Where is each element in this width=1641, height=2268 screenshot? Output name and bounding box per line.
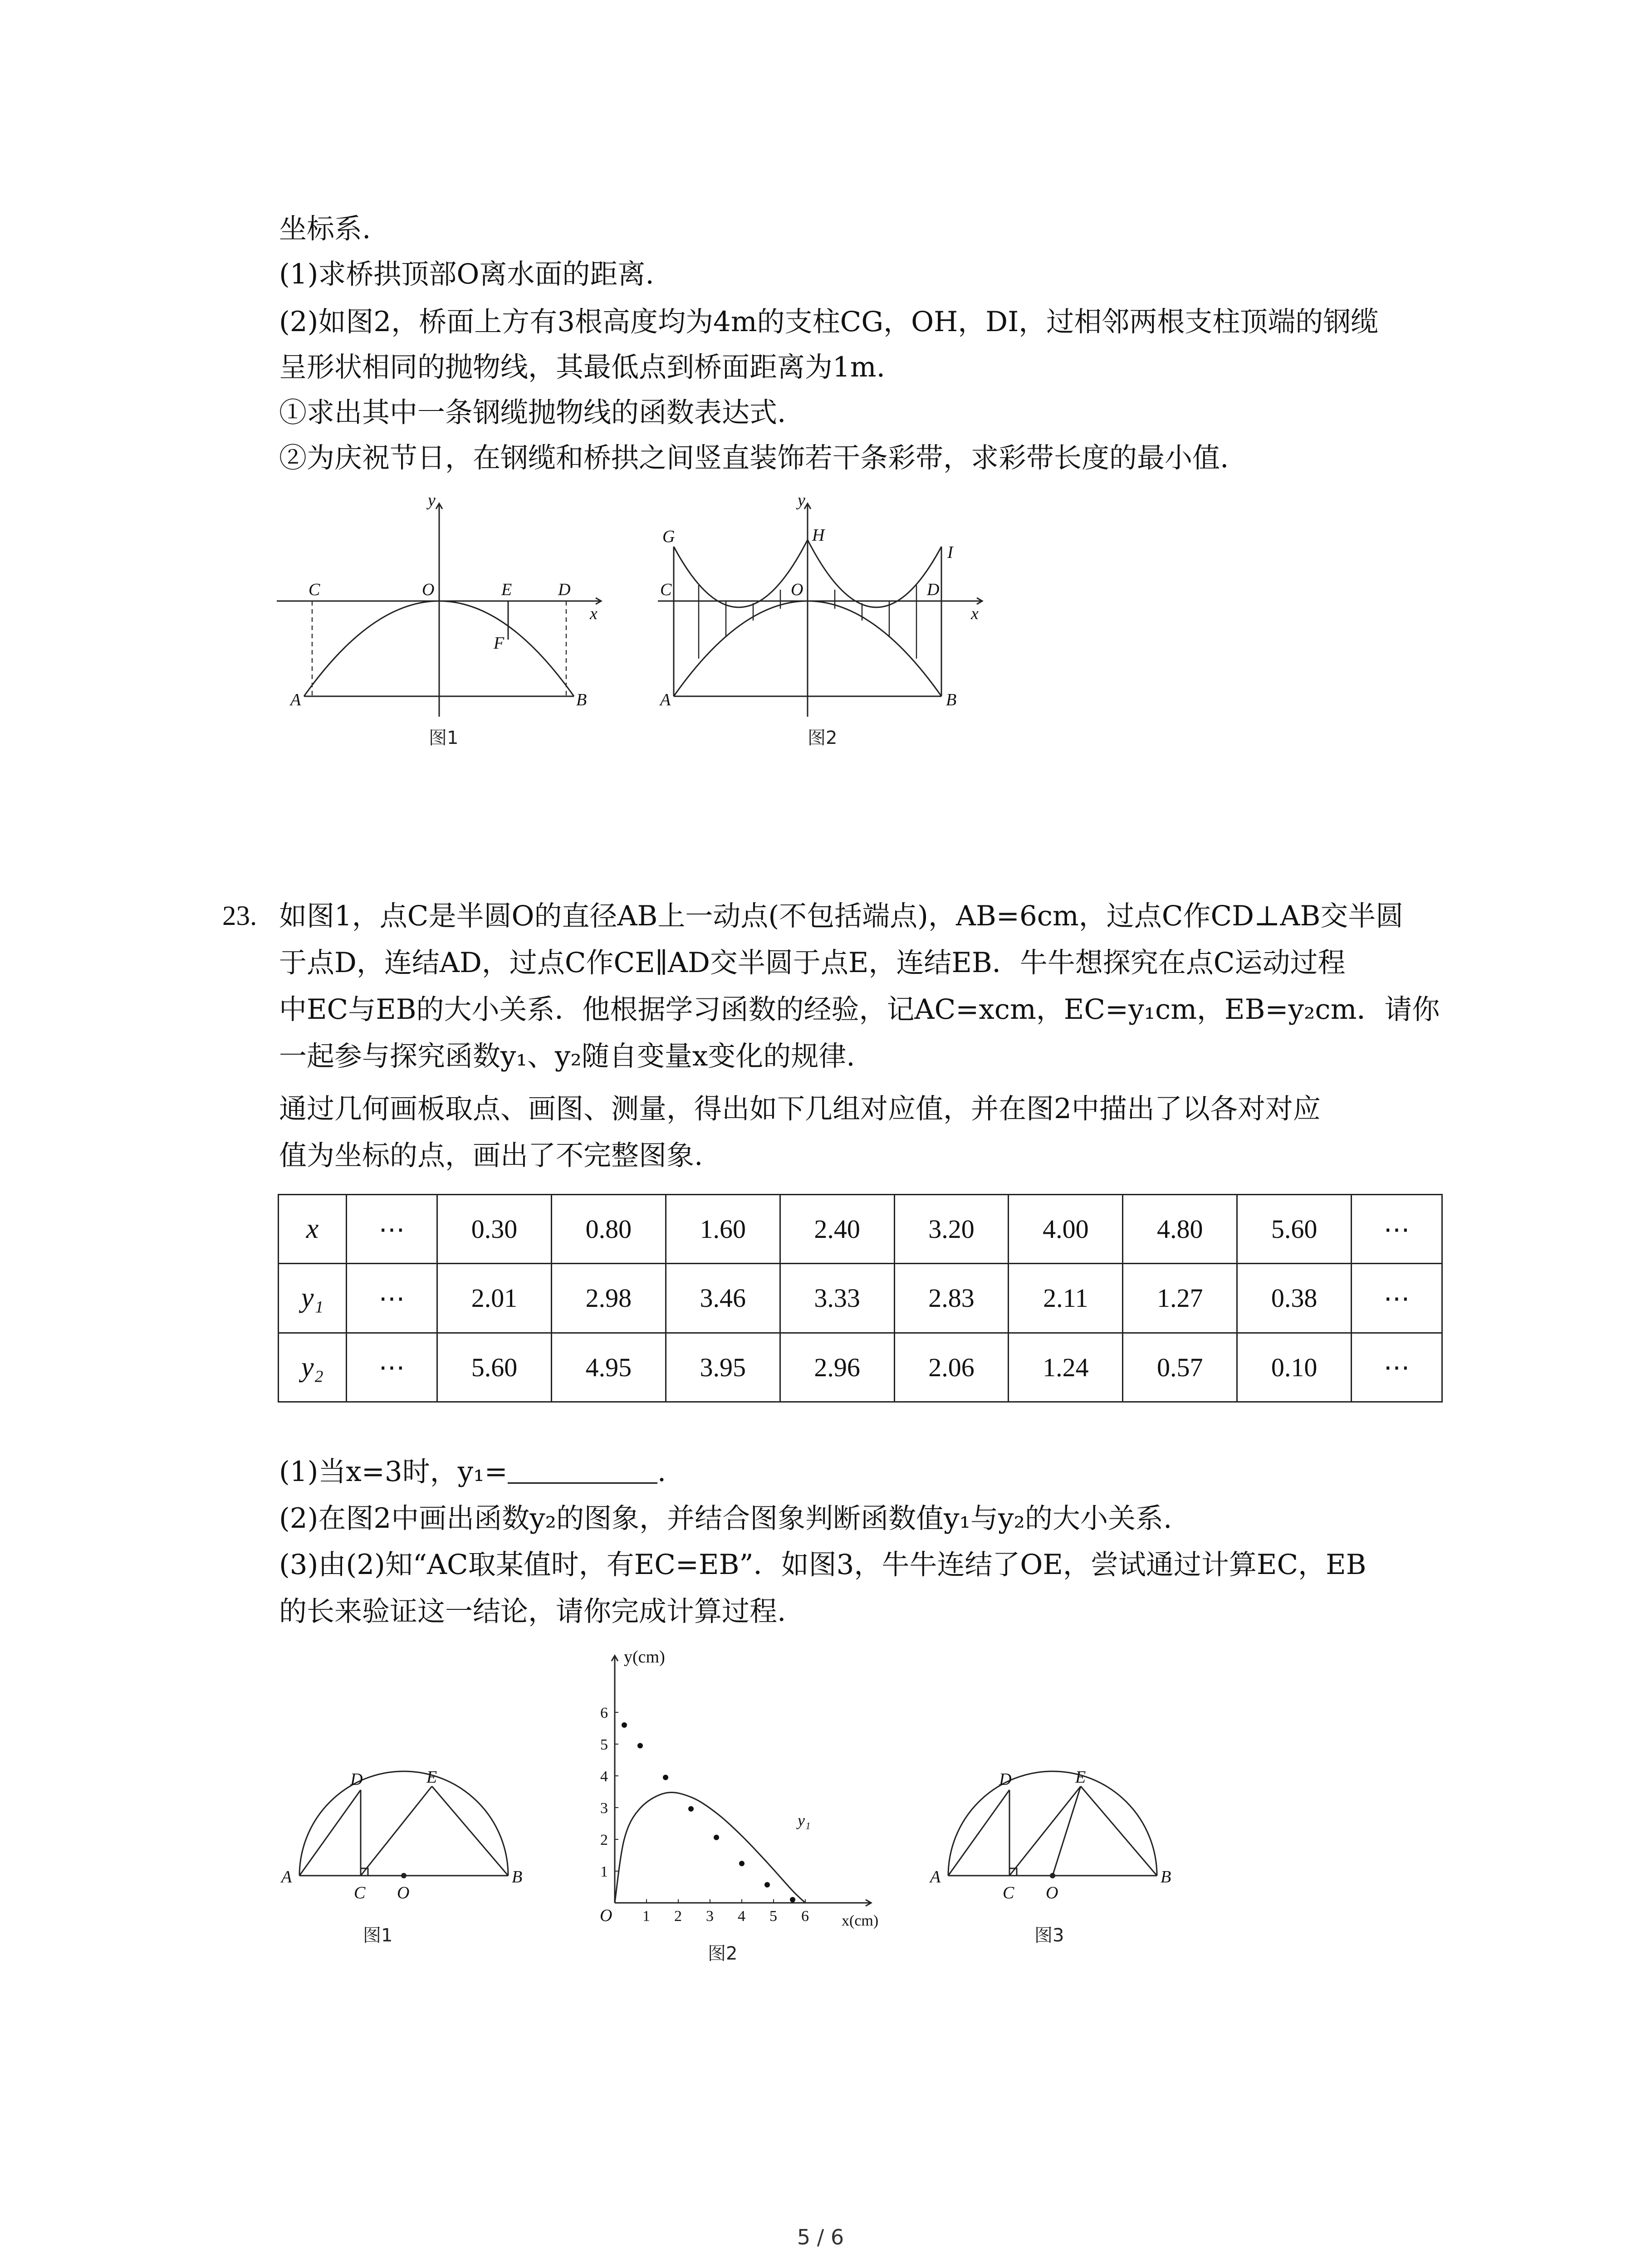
table-cell: y₂ xyxy=(279,1333,347,1402)
table-row-y2 xyxy=(279,1333,1442,1402)
q23-line-5: 通过几何画板取点、画图、测量，得出如下几组对应值，并在图2中描出了以各对对应 xyxy=(279,1093,1321,1125)
table-cell: 4.95 xyxy=(551,1333,666,1402)
table-cell: 0.57 xyxy=(1123,1333,1237,1402)
table-cell: y₁ xyxy=(279,1264,347,1333)
y1-curve xyxy=(615,1792,805,1903)
svg-text:O: O xyxy=(422,580,435,599)
table-cell: 2.96 xyxy=(780,1333,894,1402)
q23-line-2: 于点D，连结AD，过点C作CE∥AD交半圆于点E，连结EB．牛牛想探究在点C运动过程 xyxy=(279,947,1346,979)
table-cell: 0.38 xyxy=(1237,1264,1352,1333)
svg-text:E: E xyxy=(501,580,512,599)
table-cell: 0.30 xyxy=(437,1195,552,1264)
q22-line-3: 呈形状相同的抛物线，其最低点到桥面距离为1m. xyxy=(279,351,886,383)
graph-ticks xyxy=(600,1705,809,1925)
q23-sub-2: (2)在图2中画出函数y₂的图象，并结合图象判断函数值y₁与y₂的大小关系. xyxy=(279,1502,1172,1535)
q23-line-3: 中EC与EB的大小关系．他根据学习函数的经验，记AC=xcm，EC=y₁cm，EB=y₂cm．请你 xyxy=(279,993,1440,1026)
table-cell: 3.46 xyxy=(666,1264,780,1333)
table-cell: ⋯ xyxy=(347,1264,437,1333)
table-cell: 3.20 xyxy=(894,1195,1009,1264)
svg-text:A: A xyxy=(930,1867,941,1887)
y-tick-label: 1 xyxy=(600,1863,608,1880)
x-tick-label: 4 xyxy=(738,1908,745,1925)
y2-points xyxy=(622,1722,795,1902)
y2-data-point xyxy=(622,1722,627,1728)
table-row-y1 xyxy=(279,1264,1442,1333)
q22-line-0: 坐标系. xyxy=(279,213,371,245)
svg-text:B: B xyxy=(576,690,587,709)
svg-text:E: E xyxy=(1075,1768,1086,1787)
table-cell: 2.11 xyxy=(1009,1264,1123,1333)
q23-sub-1 xyxy=(279,1454,666,1490)
q23-figure-3 xyxy=(921,1765,1175,1982)
y2-data-point xyxy=(790,1897,795,1902)
svg-text:A: A xyxy=(660,690,671,709)
x-tick-label: 3 xyxy=(706,1908,714,1925)
x-axis-label: x(cm) xyxy=(842,1912,879,1929)
svg-text:E: E xyxy=(426,1768,437,1787)
y2-data-point xyxy=(764,1882,770,1887)
q23-line-1: 如图1，点C是半圆O的直径AB上一动点(不包括端点)，AB=6cm，过点C作CD⊥AB交半圆 xyxy=(279,900,1404,932)
table-cell: 1.60 xyxy=(666,1195,780,1264)
table-cell: 1.24 xyxy=(1009,1333,1123,1402)
table-cell: 2.98 xyxy=(551,1264,666,1333)
table-cell: 2.01 xyxy=(437,1264,552,1333)
table-cell: 5.60 xyxy=(437,1333,552,1402)
q23-sub-1-text: (1)当x=3时，y₁= xyxy=(279,1456,508,1488)
table-cell: 3.33 xyxy=(780,1264,894,1333)
table-cell: ⋯ xyxy=(1352,1264,1442,1333)
y2-data-point xyxy=(739,1861,745,1866)
svg-text:D: D xyxy=(558,580,571,599)
y-tick-label: 5 xyxy=(600,1736,608,1753)
q23-sub-1-end: . xyxy=(657,1456,666,1488)
table-cell: 4.80 xyxy=(1123,1195,1237,1264)
y-tick-label: 4 xyxy=(600,1768,608,1785)
svg-text:O: O xyxy=(397,1883,410,1902)
q22-figure-2 xyxy=(653,490,998,762)
svg-text:x: x xyxy=(971,604,979,623)
q22-line-2: (2)如图2，桥面上方有3根高度均为4m的支柱CG，OH，DI，过相邻两根支柱顶端的钢缆 xyxy=(279,306,1379,338)
q22-figure-1 xyxy=(272,490,612,762)
table-cell: 2.06 xyxy=(894,1333,1009,1402)
table-cell: x xyxy=(279,1195,347,1264)
svg-text:O: O xyxy=(1046,1883,1058,1902)
q23-sub-3-line-1: (3)由(2)知“AC取某值时，有EC=EB”．如图3，牛牛连结了OE，尝试通过计算EC，EB xyxy=(279,1549,1367,1581)
q22-line-5: ②为庆祝节日，在钢缆和桥拱之间竖直装饰若干条彩带，求彩带长度的最小值. xyxy=(279,442,1229,474)
table-cell: ⋯ xyxy=(347,1333,437,1402)
svg-text:y: y xyxy=(428,491,436,510)
svg-text:F: F xyxy=(494,634,505,653)
origin-label: O xyxy=(600,1906,612,1925)
y2-data-point xyxy=(663,1775,668,1780)
x-tick-label: 6 xyxy=(801,1908,809,1925)
q22-line-4: ①求出其中一条钢缆抛物线的函数表达式. xyxy=(279,396,786,429)
q23-sub-3-line-2: 的长来验证这一结论，请你完成计算过程. xyxy=(279,1595,786,1628)
svg-text:A: A xyxy=(281,1867,292,1887)
y-tick-label: 3 xyxy=(600,1800,608,1817)
svg-text:H: H xyxy=(812,526,825,545)
q23-line-6: 值为坐标的点，画出了不完整图象. xyxy=(279,1139,703,1172)
svg-text:G: G xyxy=(662,527,675,546)
svg-text:A: A xyxy=(290,690,301,709)
y-tick-label: 2 xyxy=(600,1832,608,1848)
table-cell: 4.00 xyxy=(1009,1195,1123,1264)
q22-fig1-caption: 图1 xyxy=(429,728,459,748)
table-cell: 5.60 xyxy=(1237,1195,1352,1264)
svg-text:D: D xyxy=(350,1770,363,1789)
y1-curve-label: y₁ xyxy=(798,1811,811,1829)
svg-text:y: y xyxy=(798,491,805,510)
svg-text:B: B xyxy=(1161,1867,1171,1887)
q23-figure-2-graph xyxy=(572,1642,898,1969)
q23-value-table xyxy=(278,1194,1443,1403)
q23-number: 23. xyxy=(222,901,257,931)
y2-data-point xyxy=(714,1835,719,1840)
page-number: 5 / 6 xyxy=(797,2225,844,2249)
svg-text:C: C xyxy=(660,580,672,599)
table-cell: 0.10 xyxy=(1237,1333,1352,1402)
table-cell: 3.95 xyxy=(666,1333,780,1402)
table-cell: 0.80 xyxy=(551,1195,666,1264)
table-row-x xyxy=(279,1195,1442,1264)
table-cell: 2.83 xyxy=(894,1264,1009,1333)
graph-axes xyxy=(612,1656,871,1906)
q23-line-4: 一起参与探究函数y₁、y₂随自变量x变化的规律. xyxy=(279,1040,855,1072)
y2-data-point xyxy=(688,1806,694,1812)
svg-text:I: I xyxy=(947,543,953,562)
svg-text:O: O xyxy=(791,580,803,599)
svg-text:x: x xyxy=(590,604,598,623)
table-cell: ⋯ xyxy=(1352,1195,1442,1264)
x-tick-label: 5 xyxy=(769,1908,777,1925)
q23-figure-1 xyxy=(272,1765,526,1982)
q23-fig1-caption: 图1 xyxy=(363,1925,393,1946)
table-cell: 2.40 xyxy=(780,1195,894,1264)
y-tick-label: 6 xyxy=(600,1705,608,1721)
svg-text:B: B xyxy=(946,690,957,709)
svg-text:D: D xyxy=(927,580,940,599)
svg-text:C: C xyxy=(354,1883,366,1902)
table-cell: ⋯ xyxy=(347,1195,437,1264)
x-tick-label: 2 xyxy=(674,1908,682,1925)
table-cell: ⋯ xyxy=(1352,1333,1442,1402)
q22-fig2-caption: 图2 xyxy=(808,728,838,748)
y-axis-label: y(cm) xyxy=(624,1647,665,1667)
svg-text:C: C xyxy=(309,580,320,599)
q23-fig3-caption: 图3 xyxy=(1034,1925,1064,1946)
svg-text:D: D xyxy=(999,1770,1012,1789)
y2-data-point xyxy=(637,1743,643,1749)
table-cell: 1.27 xyxy=(1123,1264,1237,1333)
answer-blank xyxy=(508,1456,657,1484)
svg-text:B: B xyxy=(512,1867,523,1887)
svg-text:C: C xyxy=(1003,1883,1014,1902)
x-tick-label: 1 xyxy=(642,1908,650,1925)
q23-fig2-caption: 图2 xyxy=(708,1943,738,1964)
q22-line-1: (1)求桥拱顶部O离水面的距离. xyxy=(279,258,654,290)
